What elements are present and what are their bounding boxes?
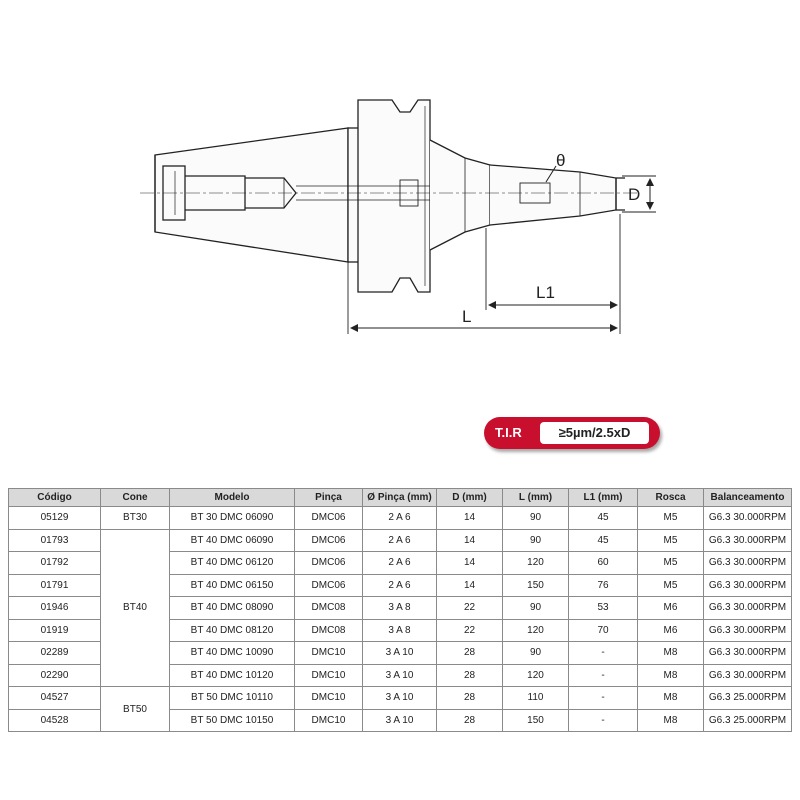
- header-diametro-pinca: Ø Pinça (mm): [363, 489, 437, 507]
- cell-balanceamento: G6.3 30.000RPM: [704, 664, 792, 687]
- cell-pinca: DMC10: [295, 642, 363, 665]
- cell-diametro-pinca: 3 A 8: [363, 597, 437, 620]
- cell-cone-group: BT50: [101, 687, 170, 732]
- cell-rosca: M5: [638, 574, 704, 597]
- table-row: [9, 687, 792, 710]
- collet-nose: [490, 165, 616, 225]
- cell-d: 14: [437, 552, 503, 575]
- cell-pinca: DMC06: [295, 574, 363, 597]
- cell-pinca: DMC10: [295, 687, 363, 710]
- cell-modelo: BT 40 DMC 10090: [170, 642, 295, 665]
- cell-codigo: 02290: [9, 664, 101, 687]
- cell-balanceamento: G6.3 30.000RPM: [704, 597, 792, 620]
- cell-rosca: M5: [638, 507, 704, 530]
- cell-d: 22: [437, 597, 503, 620]
- cell-modelo: BT 40 DMC 06090: [170, 529, 295, 552]
- cell-diametro-pinca: 2 A 6: [363, 507, 437, 530]
- header-l: L (mm): [503, 489, 569, 507]
- cell-rosca: M8: [638, 664, 704, 687]
- cell-diametro-pinca: 2 A 6: [363, 574, 437, 597]
- cell-codigo: 05129: [9, 507, 101, 530]
- dimension-l-label: L: [462, 307, 472, 326]
- cell-l1: 45: [569, 529, 638, 552]
- cell-d: 28: [437, 664, 503, 687]
- cell-pinca: DMC06: [295, 507, 363, 530]
- flange: [358, 100, 430, 292]
- table-row: [9, 529, 792, 552]
- cell-modelo: BT 40 DMC 06150: [170, 574, 295, 597]
- cell-pinca: DMC06: [295, 552, 363, 575]
- cell-d: 14: [437, 507, 503, 530]
- cell-pinca: DMC08: [295, 597, 363, 620]
- cell-balanceamento: G6.3 25.000RPM: [704, 687, 792, 710]
- tir-badge-value: ≥5µm/2.5xD: [540, 422, 649, 444]
- taper-cone: [155, 128, 348, 262]
- cell-l: 90: [503, 597, 569, 620]
- header-pinca: Pinça: [295, 489, 363, 507]
- cell-l: 90: [503, 642, 569, 665]
- cell-balanceamento: G6.3 30.000RPM: [704, 552, 792, 575]
- cell-l1: -: [569, 664, 638, 687]
- cell-d: 14: [437, 529, 503, 552]
- dimension-d-label: D: [628, 185, 641, 204]
- cell-l: 120: [503, 619, 569, 642]
- cell-d: 28: [437, 687, 503, 710]
- cell-modelo: BT 30 DMC 06090: [170, 507, 295, 530]
- cell-diametro-pinca: 3 A 8: [363, 619, 437, 642]
- cell-rosca: M8: [638, 687, 704, 710]
- cell-pinca: DMC10: [295, 664, 363, 687]
- cell-l: 120: [503, 664, 569, 687]
- cell-codigo: 01919: [9, 619, 101, 642]
- cell-modelo: BT 40 DMC 10120: [170, 664, 295, 687]
- header-d: D (mm): [437, 489, 503, 507]
- cell-rosca: M8: [638, 642, 704, 665]
- product-table: [8, 488, 792, 732]
- cell-d: 14: [437, 574, 503, 597]
- cell-codigo: 01793: [9, 529, 101, 552]
- cell-l: 110: [503, 687, 569, 710]
- cell-d: 28: [437, 642, 503, 665]
- header-cone: Cone: [101, 489, 170, 507]
- nose-body: [430, 140, 490, 250]
- cell-l1: -: [569, 687, 638, 710]
- cell-pinca: DMC08: [295, 619, 363, 642]
- tir-badge: [484, 417, 660, 449]
- cell-pinca: DMC06: [295, 529, 363, 552]
- cell-modelo: BT 40 DMC 06120: [170, 552, 295, 575]
- cell-diametro-pinca: 2 A 6: [363, 529, 437, 552]
- cell-rosca: M8: [638, 709, 704, 732]
- cell-l1: 70: [569, 619, 638, 642]
- table-header-row: [9, 489, 792, 507]
- cell-cone-group: BT40: [101, 529, 170, 687]
- cell-codigo: 04528: [9, 709, 101, 732]
- dimension-l1-label: L1: [536, 283, 555, 302]
- cell-d: 22: [437, 619, 503, 642]
- cell-diametro-pinca: 3 A 10: [363, 642, 437, 665]
- cell-l: 120: [503, 552, 569, 575]
- table-row: [9, 507, 792, 530]
- cell-rosca: M5: [638, 529, 704, 552]
- cell-codigo: 04527: [9, 687, 101, 710]
- cell-rosca: M6: [638, 597, 704, 620]
- cell-diametro-pinca: 2 A 6: [363, 552, 437, 575]
- theta-label: θ: [556, 151, 566, 170]
- cell-codigo: 02289: [9, 642, 101, 665]
- cell-rosca: M5: [638, 552, 704, 575]
- header-balanceamento: Balanceamento: [704, 489, 792, 507]
- cell-modelo: BT 40 DMC 08120: [170, 619, 295, 642]
- cell-pinca: DMC10: [295, 709, 363, 732]
- cell-l1: 45: [569, 507, 638, 530]
- cell-diametro-pinca: 3 A 10: [363, 687, 437, 710]
- cell-l1: 76: [569, 574, 638, 597]
- header-codigo: Código: [9, 489, 101, 507]
- cell-balanceamento: G6.3 30.000RPM: [704, 619, 792, 642]
- cell-l1: 53: [569, 597, 638, 620]
- cell-codigo: 01792: [9, 552, 101, 575]
- header-modelo: Modelo: [170, 489, 295, 507]
- cell-modelo: BT 50 DMC 10110: [170, 687, 295, 710]
- cell-balanceamento: G6.3 30.000RPM: [704, 507, 792, 530]
- cell-rosca: M6: [638, 619, 704, 642]
- cell-balanceamento: G6.3 30.000RPM: [704, 529, 792, 552]
- cell-l1: 60: [569, 552, 638, 575]
- cell-l1: -: [569, 709, 638, 732]
- cell-diametro-pinca: 3 A 10: [363, 709, 437, 732]
- header-rosca: Rosca: [638, 489, 704, 507]
- cell-l: 90: [503, 529, 569, 552]
- cell-cone-group: BT30: [101, 507, 170, 530]
- cell-d: 28: [437, 709, 503, 732]
- cell-balanceamento: G6.3 30.000RPM: [704, 642, 792, 665]
- cell-codigo: 01791: [9, 574, 101, 597]
- cell-codigo: 01946: [9, 597, 101, 620]
- cell-l: 150: [503, 709, 569, 732]
- cell-modelo: BT 40 DMC 08090: [170, 597, 295, 620]
- cell-l: 90: [503, 507, 569, 530]
- header-l1: L1 (mm): [569, 489, 638, 507]
- tir-badge-label: T.I.R: [495, 425, 522, 440]
- cell-l1: -: [569, 642, 638, 665]
- cell-l: 150: [503, 574, 569, 597]
- cell-modelo: BT 50 DMC 10150: [170, 709, 295, 732]
- cell-balanceamento: G6.3 25.000RPM: [704, 709, 792, 732]
- cell-balanceamento: G6.3 30.000RPM: [704, 574, 792, 597]
- cell-diametro-pinca: 3 A 10: [363, 664, 437, 687]
